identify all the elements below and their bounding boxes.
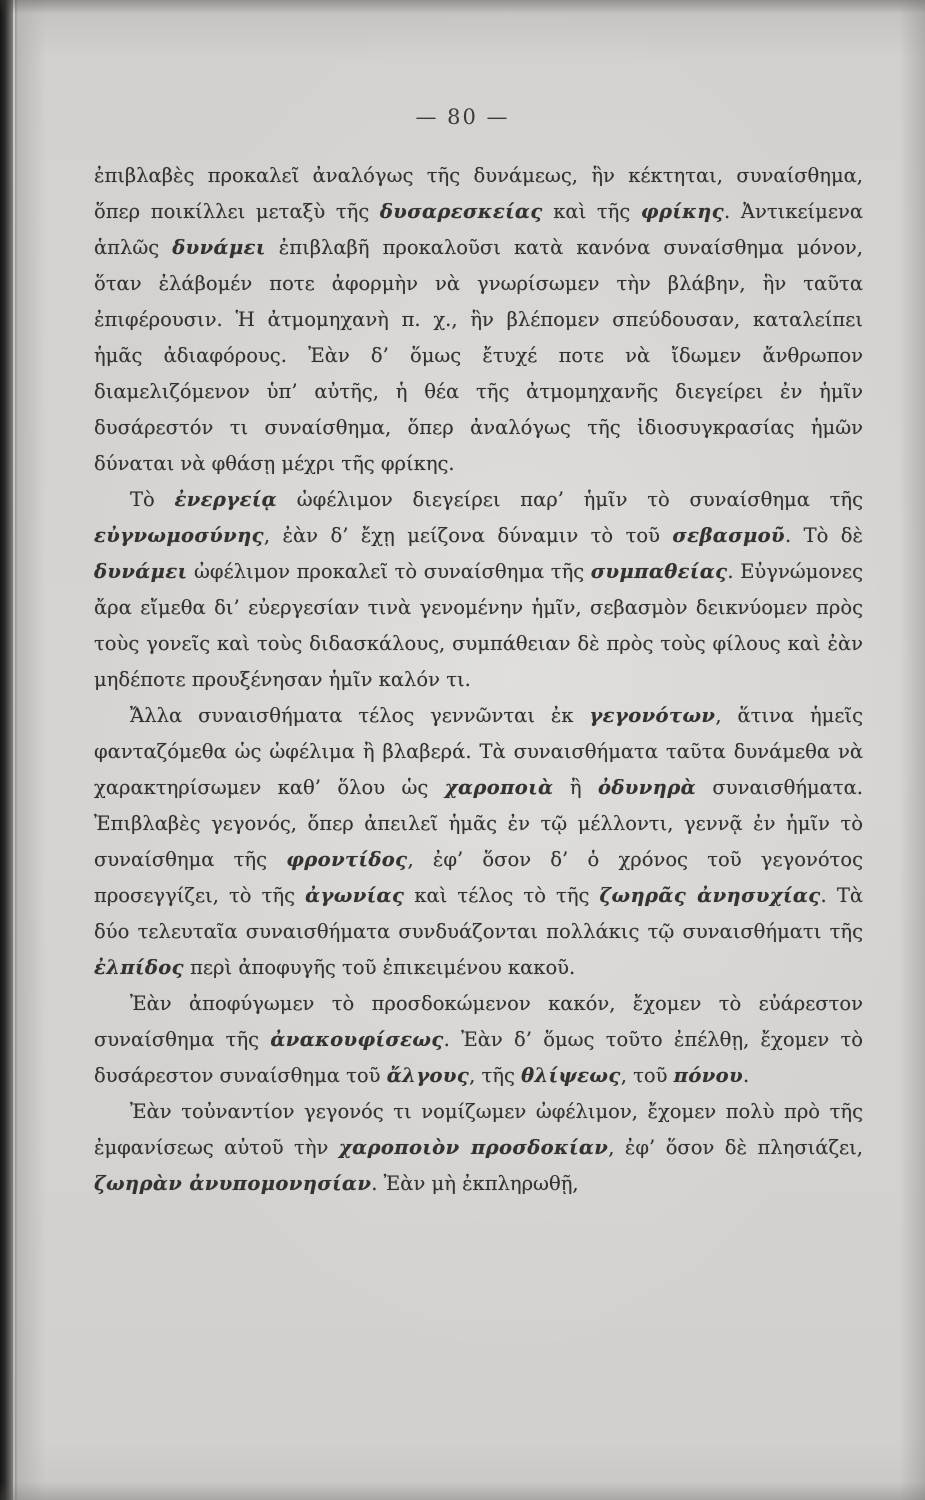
text-segment: ἐπιβλαβῆ προκαλοῦσι κατὰ κανόνα συναίσθημα μόνον, ὅταν ἐλάβομέν ποτε ἀφορμὴν νὰ γνωρίσωμεν τὴν βλάβην, ἣν ταῦτα ἐπιφέρουσιν. Ἡ ἀτμομηχανὴ π. χ., ἣν βλέπομεν σπεύδουσαν, καταλείπει ἡμᾶς ἀδιαφόρους. Ἐὰν δ’ ὅμως ἔτυχέ ποτε νὰ ἴδωμεν ἄνθρωπον διαμελιζόμενον ὑπ’ αὐτῆς, ἡ θέα τῆς ἀτμομηχανῆς διεγείρει ἐν ἡμῖν δυσάρεστόν τι συναίσθημα, ὅπερ ἀναλόγως τῆς ἰδιοσυγκρασίας ἡμῶν δύναται νὰ φθάσῃ μέχρι τῆς φρίκης. [94,236,863,475]
emphasized-text-segment: θλίψεως [521,1064,621,1087]
paragraph [94,1094,863,1202]
text-segment: καὶ τῆς [542,200,641,223]
text-segment: ὠφέλιμον προκαλεῖ τὸ συναίσθημα τῆς [187,560,591,583]
text-segment: Ἐὰν τοὐναντίον γεγονός τι νομίζωμεν ὠφέλιμον, ἔχομεν πολὺ πρὸ τῆς ἐμφανίσεως αὐτοῦ τὴν [94,1100,863,1159]
text-segment: . [743,1064,750,1087]
emphasized-text-segment: ὀδυνηρὰ [597,776,697,799]
text-segment: . Ἀντικείμενα ἁπλῶς [94,200,863,259]
emphasized-text-segment: πόνου [673,1064,744,1087]
text-segment: , ἐὰν δ’ ἔχῃ μείζονα δύναμιν τὸ τοῦ [263,524,673,547]
text-segment: , τοῦ [620,1064,674,1087]
emphasized-text-segment: χαροποιὰ [444,776,554,799]
text-segment: Ἄλλα συναισθήματα τέλος γεννῶνται ἐκ [130,704,590,727]
emphasized-text-segment: ζωηρᾶς ἀνησυχίας [599,884,821,907]
emphasized-text-segment: ἀγωνίας [305,884,405,907]
body-text [94,158,863,1202]
text-segment: . Τὰ δύο τελευταῖα συναισθήματα συνδυάζονται πολλάκις τῷ συναισθήματι τῆς [94,884,864,943]
text-segment: , τῆς [469,1064,522,1087]
text-segment: , ἐφ’ ὅσον δ’ ὁ χρόνος τοῦ γεγονότος προσεγγίζει, τὸ τῆς [94,848,864,907]
page-edge-bottom-shadow [0,1482,925,1500]
text-segment: καὶ τέλος τὸ τῆς [404,884,600,907]
emphasized-text-segment: σεβασμοῦ [672,524,785,547]
paragraph [94,986,863,1094]
page-number: — 80 — [415,105,510,129]
text-segment: . Ἐὰν δ’ ὅμως τοῦτο ἐπέλθῃ, ἔχομεν τὸ δυσάρεστον συναίσθημα τοῦ [94,1028,864,1087]
emphasized-text-segment: ἐλπίδος [94,956,184,979]
emphasized-text-segment: ἄλγους [386,1064,470,1087]
text-segment: Ἐὰν ἀποφύγωμεν τὸ προσδοκώμενον κακόν, ἔχομεν τὸ εὐάρεστον συναίσθημα τῆς [94,992,863,1051]
page-edge-top-shadow [0,0,925,14]
page-edge-right-shadow [899,0,925,1500]
text-segment: ὠφέλιμον διεγείρει παρ’ ἡμῖν τὸ συναίσθημα τῆς [277,488,863,511]
paragraph [94,698,863,986]
emphasized-text-segment: χαροποιὸν προσδοκίαν [338,1136,609,1159]
emphasized-text-segment: φρίκης [640,200,725,223]
text-segment: ἐπιβλαβὲς προκαλεῖ ἀναλόγως τῆς δυνάμεως, ἣν κέκτηται, συναίσθημα, ὅπερ ποικίλλει μεταξὺ τῆς [94,164,863,223]
emphasized-text-segment: εὐγνωμοσύνης [94,524,264,547]
emphasized-text-segment: φροντίδος [286,848,408,871]
emphasized-text-segment: δυσαρεσκείας [379,200,543,223]
emphasized-text-segment: συμπαθείας [590,560,728,583]
text-segment: . Εὐγνώμονες ἄρα εἴμεθα δι’ εὐεργεσίαν τινὰ γενομένην ἡμῖν, σεβασμὸν δεικνύομεν πρὸς τοὺς γονεῖς καὶ τοὺς διδασκάλους, συμπάθειαν δὲ πρὸς τοὺς φίλους καὶ ἐὰν μηδέποτε προυξένησαν ἡμῖν καλόν τι. [94,560,863,691]
paragraph [94,482,863,698]
text-segment: συναισθήματα. Ἐπιβλαβὲς γεγονός, ὅπερ ἀπειλεῖ ἡμᾶς ἐν τῷ μέλλοντι, γεννᾷ ἐν ἡμῖν τὸ συναίσθημα τῆς [94,776,863,871]
emphasized-text-segment: γεγονότων [589,704,716,727]
text-segment: . Ἐὰν μὴ ἐκπληρωθῇ, [371,1172,579,1195]
text-segment: Τὸ [130,488,175,511]
paragraph [94,158,863,482]
text-segment: περὶ ἀποφυγῆς τοῦ ἐπικειμένου κακοῦ. [183,956,576,979]
emphasized-text-segment: ἀνακουφίσεως [270,1028,444,1051]
text-segment: . Τὸ δὲ [784,524,863,547]
text-segment: ἢ [553,776,598,799]
emphasized-text-segment: ἐνεργείᾳ [174,488,278,511]
binding-gutter-shadow [0,0,48,1500]
text-segment: , ἅτινα ἡμεῖς φανταζόμεθα ὡς ὠφέλιμα ἢ βλαβερά. Τὰ συναισθήματα ταῦτα δυνάμεθα νὰ χαρακτηρίσωμεν καθ’ ὅλου ὡς [94,704,863,799]
text-segment: , ἐφ’ ὅσον δὲ πλησιάζει, [608,1136,863,1159]
emphasized-text-segment: δυνάμει [94,560,188,583]
binding-gutter-highlight [13,0,15,1500]
emphasized-text-segment: δυνάμει [172,236,266,259]
emphasized-text-segment: ζωηρὰν ἀνυπομονησίαν [94,1172,372,1195]
